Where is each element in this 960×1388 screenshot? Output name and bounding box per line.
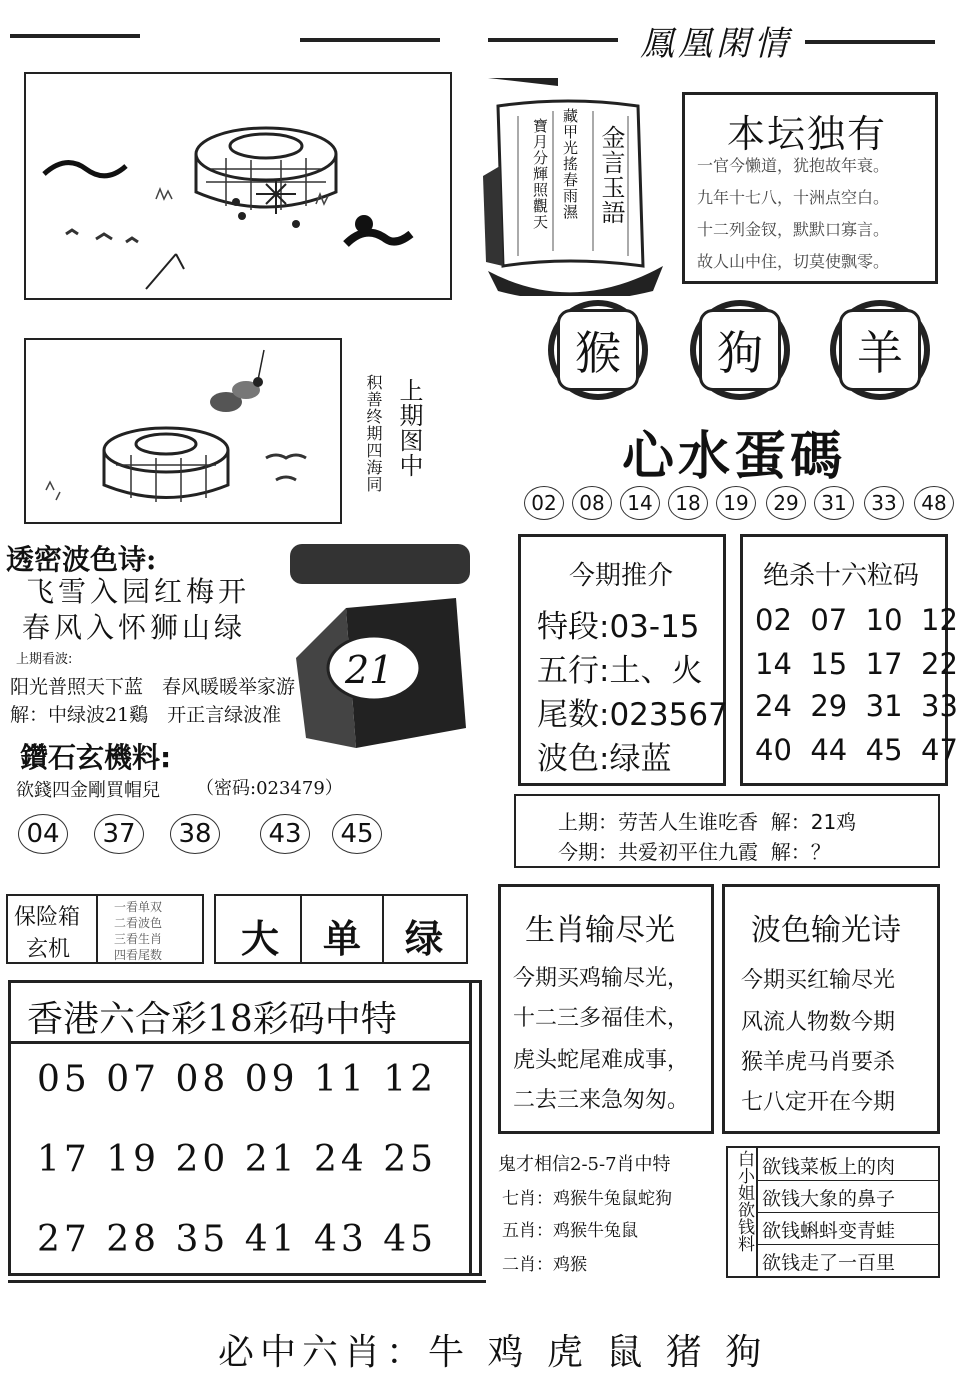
must-win-number: 18 — [668, 486, 708, 520]
zodiac-char: 狗 — [699, 309, 781, 391]
must-win-number: 29 — [766, 486, 806, 520]
ghost-line: 二肖：鸡猴 — [502, 1255, 587, 1275]
kill16-row: 40 44 45 47 — [755, 733, 958, 767]
recommend-value: 土、火 — [609, 653, 703, 689]
hk-underline — [8, 1280, 486, 1283]
poem-last-line: 阳光普照天下蓝 春风暖暖举家游 — [10, 676, 296, 698]
exclusive-line: 一官今懒道，犹抱故年衰。 — [697, 156, 890, 175]
must-win-number: 48 — [914, 486, 954, 520]
kill16-row: 24 29 31 33 — [755, 689, 958, 723]
last-picture-caption: 积善终期四海同 — [364, 374, 383, 493]
ship-verse-left: 寶月分輝照觀天 — [531, 118, 549, 230]
diamond-number: 04 — [18, 814, 68, 854]
diamond-number: 37 — [94, 814, 144, 854]
zodiac-poem-title: 生肖输尽光 — [525, 913, 675, 948]
chest-number: 21 — [345, 648, 394, 692]
recommend-row: 特段:03-15 — [537, 609, 700, 645]
exclusive-box — [682, 92, 938, 284]
color-poem-line: 七八定开在今期 — [741, 1090, 896, 1115]
color-poem-line: 风流人物数今期 — [741, 1010, 896, 1035]
last-picture-label: 上期图中 — [395, 378, 423, 478]
zodiac-poem-box — [498, 884, 714, 1134]
miss-box — [726, 1146, 940, 1278]
recommend-title: 今期推介 — [569, 561, 674, 591]
must-win-number: 33 — [864, 486, 904, 520]
hk-title: 香港六合彩18彩码中特 — [27, 999, 397, 1040]
recommend-value: 023567 — [609, 697, 728, 733]
exclusive-line: 故人山中住，切莫使飘零。 — [697, 252, 890, 271]
recommend-key: 五行 — [537, 653, 599, 689]
hk-row: 05 07 08 09 11 12 — [37, 1059, 438, 1100]
safe-item: 四看尾数 — [114, 948, 163, 962]
recommend-key: 尾数 — [537, 697, 599, 733]
must-win-number: 31 — [814, 486, 854, 520]
safe-answer: 绿 — [404, 917, 443, 961]
kill16-row: 02 07 10 12 — [755, 603, 958, 637]
ghost-block — [498, 1148, 720, 1278]
zodiac-circle — [548, 300, 648, 400]
ship-title: 金言玉語 — [597, 125, 625, 225]
safe-divider — [96, 896, 98, 962]
diamond-title: 鑽石玄機料: — [20, 741, 172, 774]
safe-item: 三看生肖 — [114, 932, 163, 946]
miss-line: 欲钱蝌蚪变青蛙 — [762, 1220, 896, 1242]
zodiac-char: 羊 — [839, 309, 921, 391]
ship-verse-mid: 藏甲光搖春雨濕 — [561, 108, 579, 220]
hk-row: 17 19 20 21 24 25 — [37, 1139, 438, 1180]
well-scene-illustration — [26, 74, 450, 298]
top-rule-right-a — [488, 38, 618, 42]
must-win-number: 14 — [620, 486, 660, 520]
riddle-box — [514, 794, 940, 868]
zodiac-char: 猴 — [557, 309, 639, 391]
color-poem-box — [722, 884, 940, 1134]
miss-row-rule — [758, 1180, 938, 1181]
diamond-number: 45 — [332, 814, 382, 854]
exclusive-line: 九年十七八，十洲点空白。 — [697, 188, 890, 207]
ghost-title: 鬼才相信2-5-7肖中特 — [498, 1154, 671, 1175]
recommend-value: 03-15 — [609, 609, 700, 645]
poem-last-label: 上期看波: — [16, 652, 73, 667]
zodiac-circle — [690, 300, 790, 400]
last-well-illustration — [26, 340, 340, 522]
poem-last-solution: 解：中绿波21鷄 开正言绿波准 — [10, 704, 282, 726]
safe-item: 一看单双 — [114, 900, 163, 914]
safe-label2: 玄机 — [26, 937, 71, 962]
poem-title: 透密波色诗: — [6, 543, 157, 576]
safe-answer: 单 — [322, 917, 361, 961]
header-title: 鳳凰閑情 — [640, 24, 792, 64]
ghost-line: 七肖：鸡猴牛兔鼠蛇狗 — [502, 1189, 672, 1209]
top-rule-mid — [300, 38, 440, 42]
recommend-row: 五行:土、火 — [537, 653, 703, 689]
safe-answer-box — [214, 894, 468, 964]
color-poem-title: 波色输光诗 — [751, 913, 901, 948]
exclusive-line: 十二列金钗，默默口寡言。 — [697, 220, 890, 239]
safe-box — [6, 894, 204, 964]
safe-answer: 大 — [240, 917, 279, 961]
picture-main — [24, 72, 452, 300]
kill16-row: 14 15 17 22 — [755, 647, 958, 681]
hk-inner-border — [469, 983, 472, 1273]
recommend-value: 绿蓝 — [609, 741, 672, 777]
top-rule-right-b — [805, 40, 935, 44]
footer-text: 必中六肖：牛 鸡 虎 鼠 猪 狗 — [218, 1332, 768, 1373]
poem-line2: 春风入怀狮山绿 — [22, 611, 247, 644]
zodiac-poem-line: 今期买鸡输尽光， — [513, 966, 690, 991]
recommend-row: 波色:绿蓝 — [537, 741, 672, 777]
top-rule-left — [10, 34, 140, 38]
must-win-number: 08 — [572, 486, 612, 520]
hk-divider — [11, 1041, 471, 1044]
miss-line: 欲钱菜板上的肉 — [762, 1156, 896, 1178]
zodiac-poem-line: 二去三来急匆匆。 — [513, 1088, 690, 1113]
poem-line1: 飞雪入园红梅开 — [26, 575, 251, 608]
diamond-number: 43 — [260, 814, 310, 854]
recommend-box — [518, 534, 726, 786]
zodiac-poem-line: 虎头蛇尾难成事， — [513, 1048, 690, 1073]
recommend-key: 波色 — [537, 741, 599, 777]
riddle-last: 上期：劳苦人生谁吃香 解：21鸡 — [558, 810, 857, 834]
kill16-title: 绝杀十六粒码 — [763, 561, 920, 591]
safe-label1: 保险箱 — [14, 905, 81, 930]
ghost-line: 五肖：鸡猴牛兔鼠 — [502, 1221, 638, 1241]
exclusive-title: 本坛独有 — [727, 112, 888, 156]
recommend-row: 尾数:023567 — [537, 697, 728, 733]
miss-row-rule — [758, 1244, 938, 1245]
kill16-box — [740, 534, 958, 786]
recommend-key: 特段 — [537, 609, 599, 645]
must-win-title: 心水蛋碼 — [622, 427, 847, 487]
safe-item: 二看波色 — [114, 916, 163, 930]
hk-row: 27 28 35 41 43 45 — [37, 1219, 438, 1260]
miss-label: 白小姐欲钱料 — [734, 1150, 754, 1252]
picture-last — [24, 338, 342, 524]
diamond-riddle: 欲錢四金剛買帽兒 — [16, 780, 160, 801]
zodiac-poem-line: 十二三多福佳术， — [513, 1006, 690, 1031]
miss-row-rule — [758, 1212, 938, 1213]
color-poem-line: 今期买红输尽光 — [741, 968, 896, 993]
must-win-number: 19 — [716, 486, 756, 520]
must-win-number: 02 — [524, 486, 564, 520]
riddle-this: 今期：共爱初平住九霞 解：？ — [558, 840, 831, 864]
miss-line: 欲钱大象的鼻子 — [762, 1188, 896, 1210]
miss-line: 欲钱走了一百里 — [762, 1252, 896, 1274]
zodiac-circle — [830, 300, 930, 400]
color-poem-line: 猴羊虎马肖要杀 — [741, 1050, 896, 1075]
diamond-password: （密码:023479） — [196, 778, 343, 799]
diamond-number: 38 — [170, 814, 220, 854]
hk-box — [8, 980, 482, 1276]
